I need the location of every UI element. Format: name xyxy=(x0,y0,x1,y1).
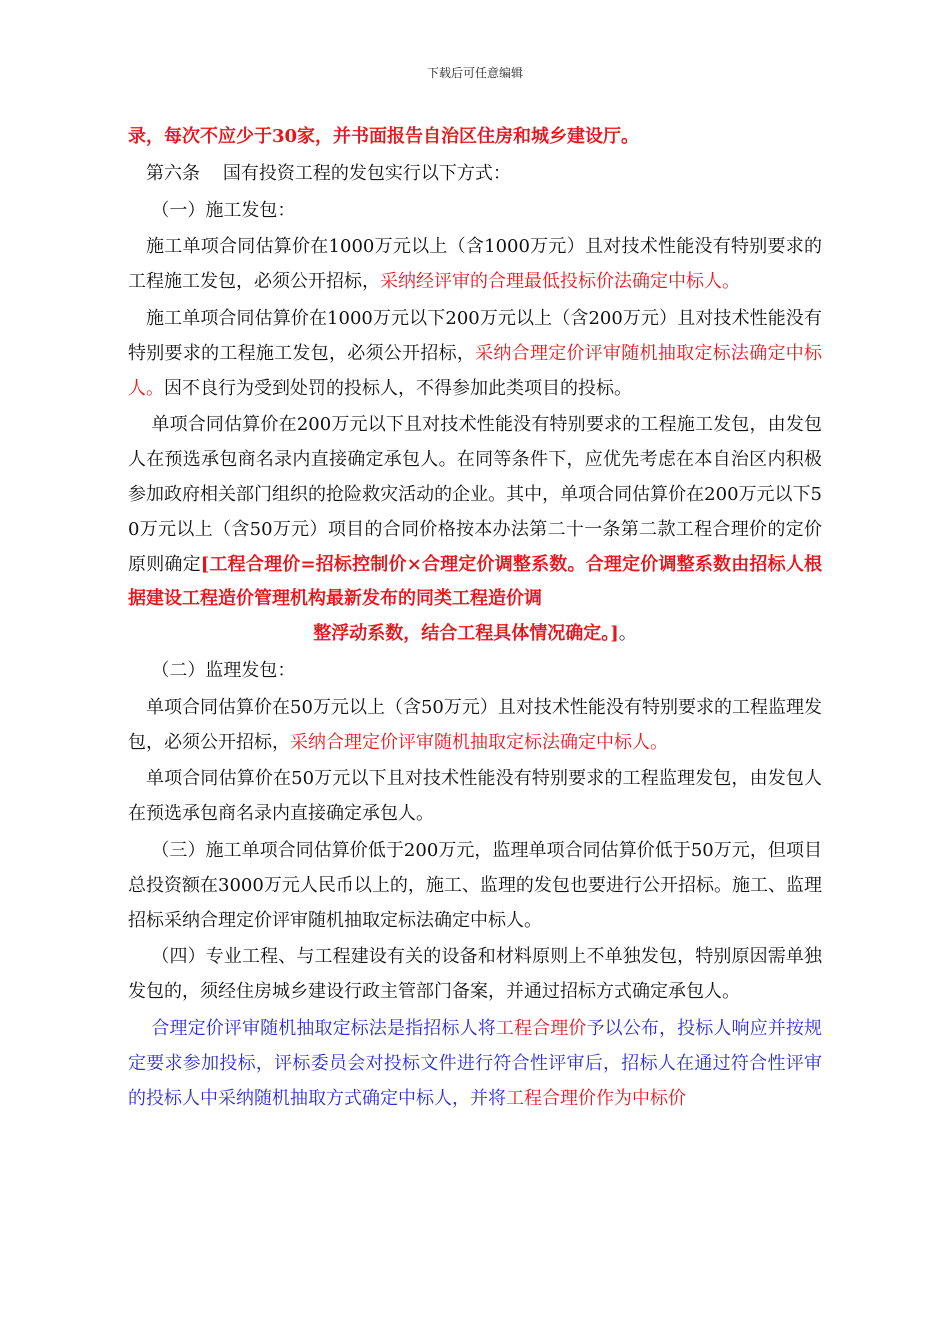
text-segment: 施工单项合同估算价在1000万元以下200万元以上（含200万元）且对技术性能没有特别要求的工程施工发包，必须公开招标， xyxy=(128,307,822,364)
highlight-red: 工程合理价作为中标价 xyxy=(506,1087,686,1109)
paragraph-supervision-over-50 xyxy=(128,691,822,761)
highlight-red: 采纳合理定价评审随机抽取定标法确定中标人。 xyxy=(128,342,823,399)
highlight-red-formula: [工程合理价=招标控制价×合理定价调整系数。 xyxy=(200,553,586,575)
highlight-red: 工程合理价 xyxy=(495,1017,587,1039)
paragraph-method-definition xyxy=(128,1012,822,1116)
highlight-red-formula-3: 整浮动系数，结合工程具体情况确定。] xyxy=(313,623,619,645)
section-construction-heading: （一）施工发包： xyxy=(151,199,296,221)
paragraph-formula-end xyxy=(128,617,822,652)
page-header: 下载后可任意编辑 xyxy=(426,66,523,80)
paragraph-registry-report: 录，每次不应少于30家，并书面报告自治区住房和城乡建设厅。 xyxy=(128,126,640,147)
text-segment: 单项合同估算价在50万元以上（含50万元）且对技术性能没有特别要求的工程监理发包，必须公开招标， xyxy=(128,696,822,753)
text-segment: 施工单项合同估算价在1000万元以上（含1000万元）且对技术性能没有特别要求的工程施工发包，必须公开招标， xyxy=(128,236,822,293)
highlight-red: 采纳合理定价评审随机抽取定标法确定中标人。 xyxy=(290,731,668,753)
text-segment: 因不良行为受到处罚的投标人，不得参加此类项目的投标。 xyxy=(164,377,632,399)
highlight-red-formula-2: 合理定价调整系数由招标人根据建设工程造价管理机构最新发布的同类工程造价调 xyxy=(128,553,823,610)
section-supervision-heading: （二）监理发包： xyxy=(151,659,296,681)
article-six-heading: 第六条 国有投资工程的发包实行以下方式： xyxy=(146,162,511,184)
paragraph-supervision-under-50: 单项合同估算价在50万元以下且对技术性能没有特别要求的工程监理发包，由发包人在预选承包商名录内直接确定承包人。 xyxy=(128,768,822,825)
paragraph-construction-under-200 xyxy=(128,408,822,617)
text-segment: 单项合同估算价在200万元以下且对技术性能没有特别要求的工程施工发包，由发包人在预选承包商名录内直接确定承包人。在同等条件下，应优先考虑在本自治区内积极参加政府相关部门组织的抢险救灾活动的企业。其中，单项合同估算价在200万元以下50万元以上（含50万元）项目的合同价格按本办法第二十一条第二款工程合理价的定价原则确定 xyxy=(128,414,822,575)
text-segment: 。 xyxy=(618,623,637,645)
paragraph-section-four: （四）专业工程、与工程建设有关的设备和材料原则上不单独发包，特别原因需单独发包的，须经住房城乡建设行政主管部门备案，并通过招标方式确定承包人。 xyxy=(128,946,822,1003)
paragraph-section-three: （三）施工单项合同估算价低于200万元，监理单项合同估算价低于50万元，但项目总投资额在3000万元人民币以上的，施工、监理的发包也要进行公开招标。施工、监理招标采纳合理定价评审随机抽取定标法确定中标人。 xyxy=(128,839,822,931)
paragraph-construction-over-1000 xyxy=(128,230,822,300)
highlight-red: 采纳经评审的合理最低投标价法确定中标人。 xyxy=(380,271,740,293)
document-body xyxy=(128,120,822,1116)
text-blue: 合理定价评审随机抽取定标法是指招标人将 xyxy=(151,1017,496,1039)
paragraph-construction-200-1000 xyxy=(128,302,822,406)
text-blue: 予以公布，投标人响应并按规定要求参加投标，评标委员会对投标文件进行符合性评审后，招标人在通过符合性评审的投标人中采纳随机抽取方式确定中标人，并将 xyxy=(128,1017,823,1109)
